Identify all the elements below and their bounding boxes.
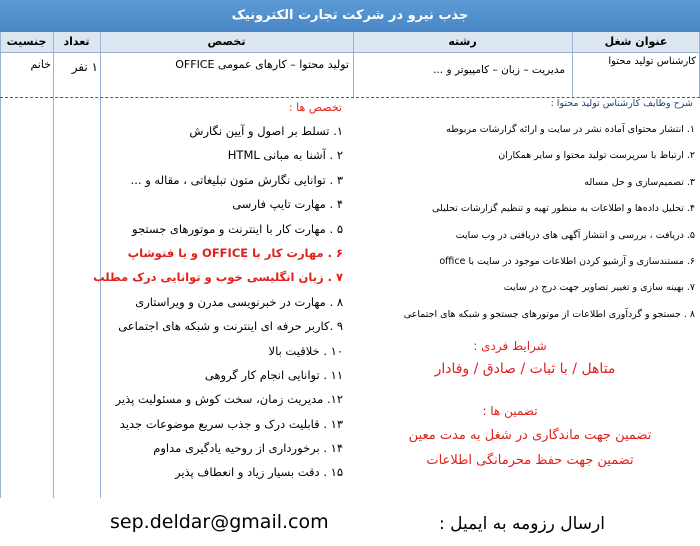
- specialty-item: ۳ . توانایی نگارش متون تبلیغاتی ، مقاله و ...: [130, 172, 343, 187]
- specialty-item: ۱. تسلط بر اصول و آیین نگارش: [189, 124, 343, 138]
- header-count: تعداد: [63, 35, 90, 48]
- header-specialty: تخصص: [207, 35, 246, 48]
- duty-item: ۲. ارتباط با سرپرست تولید محتوا و سایر همکاران: [498, 150, 695, 162]
- footer-label: ارسال رزومه به ایمیل :: [438, 514, 605, 534]
- duties-list: [380, 117, 695, 328]
- specialty-item: ۶ . مهارت کار با OFFICE و با فتوشاپ: [127, 245, 343, 260]
- duty-item: ۸ . جستجو و گردآوری اطلاعات از موتورهای جستجو و شبکه های اجتماعی: [403, 308, 695, 320]
- duty-item: ۱. انتشار محتوای آماده نشر در سایت و ارائه گزارشات مربوطه: [446, 124, 695, 135]
- column-divider: [572, 32, 573, 97]
- specialty-item: ۱۱ . توانایی انجام کار گروهی: [204, 367, 343, 382]
- header-gender: جنسیت: [6, 35, 47, 48]
- personal-value: متاهل / با ثبات / صادق / وفادار: [434, 361, 616, 377]
- specialties-list: [93, 119, 343, 485]
- duty-item: ۶. مستندسازی و آرشیو کردن اطلاعات موجود در سایت با office: [439, 255, 695, 267]
- specialty-item: ۹ .کاربر حرفه ای اینترنت و شبکه های اجتماعی: [118, 319, 343, 334]
- column-divider: [53, 32, 54, 498]
- specialty-item: ۸ . مهارت در خبرنویسی مدرن و ویراستاری: [135, 294, 343, 309]
- specialty-item: ۲ . آشنا به مبانی HTML: [227, 148, 343, 163]
- specialty-item: ۱۳ . قابلیت درک و جذب سریع موضوعات جدید: [119, 416, 343, 431]
- header-field: رشته: [448, 35, 477, 48]
- page-title: جذب نیرو در شرکت تجارت الکترونیک: [0, 0, 700, 32]
- field-value: مدیریت – زبان – کامپیوتر و ...: [433, 64, 565, 76]
- specialty-value: تولید محتوا – کارهای عمومی OFFICE: [175, 58, 349, 71]
- column-divider: [353, 32, 354, 97]
- specialty-item: ۷ . زبان انگلیسی خوب و توانایی درک مطلب: [93, 270, 343, 285]
- duty-item: ۷. بهینه سازی و تغییر تصاویر جهت درج در سایت: [503, 282, 695, 294]
- personal-heading: شرایط فردی :: [473, 339, 547, 353]
- footer: [0, 505, 700, 539]
- specialty-item: ۱۵ . دقت بسیار زیاد و انعطاف پذیر: [174, 465, 343, 480]
- count-value: ۱ نفر: [71, 60, 98, 74]
- guarantees-heading: تضمین ها :: [482, 404, 538, 418]
- specialty-item: ۱۲. مدیریت زمان، سخت کوش و مسئولیت پذیر: [115, 392, 343, 407]
- duty-item: ۵. دریافت ، بررسی و انتشار آگهی های دریافتی در وب سایت: [455, 229, 695, 241]
- specialty-item: ۴ . مهارت تایپ فارسی: [232, 197, 343, 212]
- duties-heading: شرح وظایف کارشناس تولید محتوا :: [550, 98, 693, 109]
- duty-item: ۴. تحلیل داده‌ها و اطلاعات به منظور تهیه و تنظیم گزارشات تحلیلی: [432, 203, 695, 215]
- specialty-item: ۱۴ . برخورداری از روحیه یادگیری مداوم: [153, 441, 343, 456]
- table-header: [0, 32, 700, 53]
- specialty-item: ۱۰ . خلاقیت بالا: [268, 343, 343, 358]
- contact-email[interactable]: sep.deldar@gmail.com: [110, 511, 329, 533]
- job-title-value: کارشناس تولید محتوا: [608, 56, 696, 67]
- column-divider: [0, 32, 1, 498]
- specialty-item: ۵ . مهارت کار با اینترنت و موتورهای جستجو: [132, 221, 343, 236]
- header-job-title: عنوان شغل: [604, 35, 668, 48]
- specialties-heading: تخصص ها :: [288, 101, 342, 114]
- gender-value: خانم: [30, 58, 51, 71]
- guarantee-item: تضمین جهت حفظ محرمانگی اطلاعات: [426, 453, 634, 468]
- duty-item: ۳. تصمیم‌سازی و حل مساله: [584, 176, 695, 188]
- guarantee-item: تضمین جهت ماندگاری در شغل به مدت معین: [408, 428, 652, 443]
